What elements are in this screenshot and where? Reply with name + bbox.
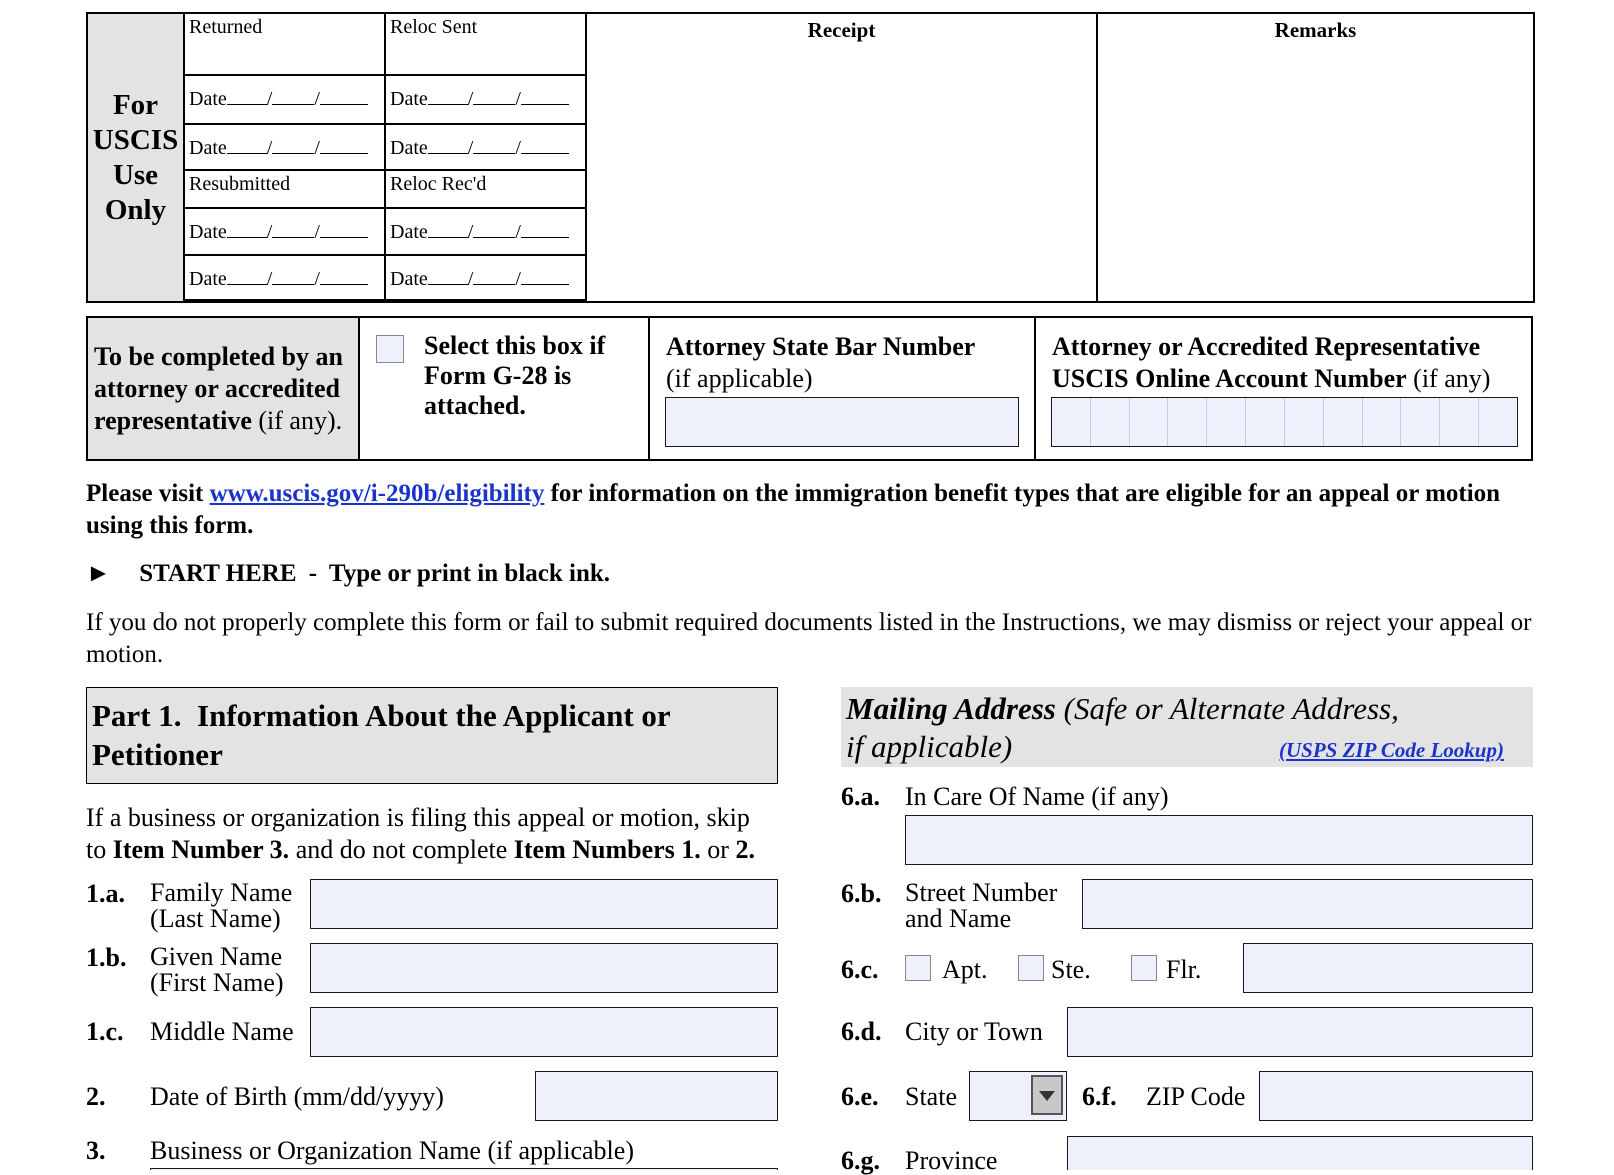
given-name-input[interactable]	[310, 943, 778, 993]
eligibility-notice: Please visit www.uscis.gov/i-290b/eligibility for information on the immigration benefit types that are eligible for an appeal or motion using this form.	[86, 480, 1501, 539]
item-6c-number: 6.c.	[841, 955, 879, 984]
item-1b-number: 1.b.	[86, 943, 127, 972]
family-name-label: Family Name (Last Name)	[150, 878, 293, 933]
usps-zip-lookup-link[interactable]: (USPS ZIP Code Lookup)	[1279, 738, 1504, 762]
zip-code-input[interactable]	[1259, 1071, 1533, 1121]
part1-intro: If a business or organization is filing this appeal or motion, skip to Item Number 3. and do not complete Item Numbers 1. or 2.	[86, 803, 755, 864]
chevron-down-icon	[1033, 1077, 1061, 1113]
state-label: State	[905, 1082, 957, 1111]
online-account-digit-cell	[1130, 398, 1169, 446]
province-label: Province	[905, 1146, 998, 1175]
street-label: Street Number and Name	[905, 878, 1058, 933]
online-account-digit-segments	[1052, 398, 1517, 446]
remarks-label: Remarks	[1274, 18, 1357, 42]
attorney-divider-1	[648, 318, 650, 459]
zip-code-label: ZIP Code	[1146, 1082, 1246, 1111]
flr-label: Flr.	[1166, 955, 1202, 984]
apt-ste-flr-number-input[interactable]	[1243, 943, 1533, 993]
g28-label: Select this box if Form G-28 is attached.	[424, 331, 606, 420]
item-6g-number: 6.g.	[841, 1146, 880, 1175]
uscis-side-label: For USCIS Use Only	[87, 13, 184, 302]
online-account-number-input[interactable]	[1051, 397, 1518, 447]
returned-date-2: Date / /	[184, 124, 385, 170]
city-input[interactable]	[1067, 1007, 1533, 1057]
date-of-birth-label: Date of Birth (mm/dd/yyyy)	[150, 1082, 444, 1111]
province-input[interactable]	[1067, 1136, 1533, 1170]
in-care-of-name-input[interactable]	[905, 815, 1533, 865]
returned-date-1: Date / /	[184, 75, 385, 123]
bar-number-label: Attorney State Bar Number (if applicable)	[666, 332, 976, 393]
reloc-sent-label: Reloc Sent	[390, 16, 478, 38]
business-name-label: Business or Organization Name (if applicable)	[150, 1136, 634, 1165]
attorney-intro: To be completed by an attorney or accredited representative (if any).	[94, 342, 343, 435]
middle-name-label: Middle Name	[150, 1017, 294, 1046]
online-account-digit-cell	[1479, 398, 1517, 446]
given-name-label: Given Name (First Name)	[150, 942, 284, 997]
uscis-use-only-table	[86, 12, 1535, 303]
ste-checkbox[interactable]	[1018, 955, 1044, 981]
online-account-digit-cell	[1440, 398, 1479, 446]
receipt-label: Receipt	[807, 18, 876, 42]
ste-label: Ste.	[1051, 955, 1091, 984]
resubmitted-date-2: Date / /	[184, 255, 385, 300]
online-account-digit-cell	[1207, 398, 1246, 446]
item-6d-number: 6.d.	[841, 1017, 882, 1046]
bar-number-input[interactable]	[665, 397, 1019, 447]
online-account-digit-cell	[1401, 398, 1440, 446]
apt-checkbox[interactable]	[905, 955, 931, 981]
item-6e-number: 6.e.	[841, 1082, 879, 1111]
online-account-digit-cell	[1285, 398, 1324, 446]
online-account-digit-cell	[1052, 398, 1091, 446]
play-arrow-icon: ►	[86, 560, 111, 587]
date-of-birth-input[interactable]	[535, 1071, 778, 1121]
completion-warning: If you do not properly complete this form or fail to submit required documents listed in the Instructions, we may dismiss or reject your appeal or motion.	[86, 609, 1532, 668]
reloc-sent-date-2: Date / /	[385, 124, 586, 170]
item-2-number: 2.	[86, 1082, 106, 1111]
online-account-digit-cell	[1363, 398, 1402, 446]
item-3-number: 3.	[86, 1136, 106, 1165]
state-select[interactable]	[969, 1071, 1067, 1121]
item-1a-number: 1.a.	[86, 879, 125, 908]
middle-name-input[interactable]	[310, 1007, 778, 1057]
eligibility-link[interactable]: www.uscis.gov/i-290b/eligibility	[209, 480, 545, 507]
family-name-input[interactable]	[310, 879, 778, 929]
g28-attached-checkbox[interactable]	[376, 335, 404, 363]
item-6a-number: 6.a.	[841, 782, 880, 811]
part1-header: Part 1. Information About the Applicant or Petitioner	[86, 687, 778, 784]
online-account-digit-cell	[1246, 398, 1285, 446]
item-6f-number: 6.f.	[1082, 1082, 1117, 1111]
city-label: City or Town	[905, 1017, 1043, 1046]
reloc-recd-date-2: Date / /	[385, 255, 586, 300]
online-account-digit-cell	[1091, 398, 1130, 446]
apt-label: Apt.	[942, 955, 988, 984]
online-account-label: Attorney or Accredited Representative USCIS Online Account Number (if any)	[1052, 332, 1491, 393]
returned-label: Returned	[189, 16, 263, 38]
mailing-address-title: Mailing Address (Safe or Alternate Address, if applicable)	[846, 691, 1399, 764]
start-here-line: ► START HERE - Type or print in black ink.	[86, 560, 611, 587]
reloc-recd-date-1: Date / /	[385, 208, 586, 254]
reloc-sent-date-1: Date / /	[385, 75, 586, 123]
attorney-divider-2	[1034, 318, 1036, 459]
state-dropdown-button[interactable]	[1031, 1075, 1063, 1115]
resubmitted-date-1: Date / /	[184, 208, 385, 254]
flr-checkbox[interactable]	[1131, 955, 1157, 981]
resubmitted-label: Resubmitted	[189, 173, 291, 196]
online-account-digit-cell	[1168, 398, 1207, 446]
online-account-digit-cell	[1324, 398, 1363, 446]
street-input[interactable]	[1082, 879, 1533, 929]
item-1c-number: 1.c.	[86, 1017, 124, 1046]
in-care-of-name-label: In Care Of Name (if any)	[905, 782, 1169, 811]
item-6b-number: 6.b.	[841, 879, 882, 908]
reloc-recd-label: Reloc Rec'd	[390, 173, 487, 196]
